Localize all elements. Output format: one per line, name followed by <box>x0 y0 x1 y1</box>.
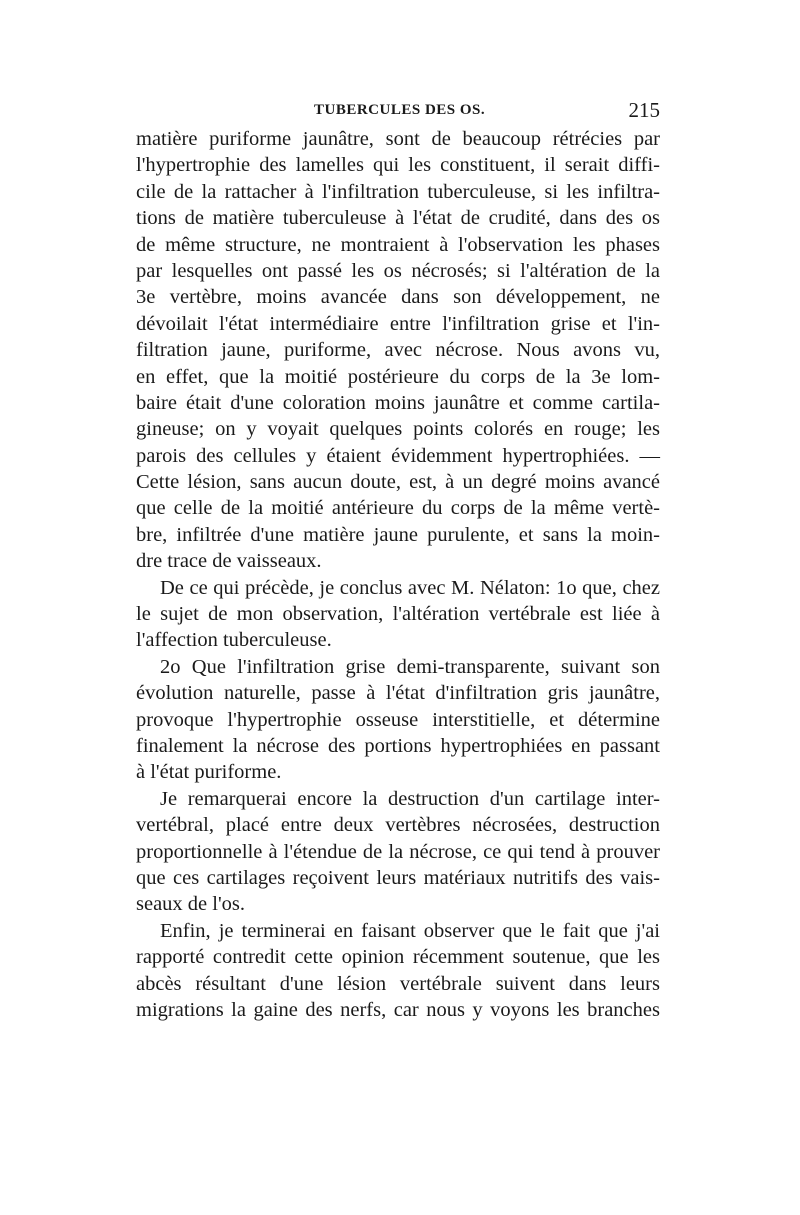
text-line: évolution naturelle, passe à l'état d'infiltration gris jaunâtre, <box>136 682 660 705</box>
page-number: 215 <box>628 98 660 122</box>
text-line: Je remarquerai encore la destruction d'un cartilage inter- <box>160 787 660 810</box>
text-line: De ce qui précède, je conclus avec M. Nélaton: 1o que, chez <box>160 576 660 599</box>
text-line: vertébral, placé entre deux vertèbres nécrosées, destruction <box>136 814 660 837</box>
text-line: finalement la nécrose des portions hypertrophiées en passant <box>136 734 660 757</box>
text-line: 3e vertèbre, moins avancée dans son développement, ne <box>136 286 660 309</box>
text-line: en effet, que la moitié postérieure du corps de la 3e lom- <box>136 365 660 388</box>
text-line: à l'état puriforme. <box>136 761 282 784</box>
text-line: filtration jaune, puriforme, avec nécrose. Nous avons vu, <box>136 339 660 362</box>
text-line: 2o Que l'infiltration grise demi-transparente, suivant son <box>160 655 660 678</box>
text-line: cile de la rattacher à l'infiltration tuberculeuse, si les infiltra- <box>136 180 660 203</box>
text-line: de même structure, ne montraient à l'observation les phases <box>136 233 660 256</box>
text-line: seaux de l'os. <box>136 893 246 916</box>
text-line: baire était d'une coloration moins jaunâtre et comme cartila- <box>136 391 660 414</box>
running-head <box>136 98 660 128</box>
text-line: le sujet de mon observation, l'altération vertébrale est liée à <box>136 603 660 626</box>
text-line: rapporté contredit cette opinion récemment soutenue, que les <box>136 946 660 969</box>
text-line: par lesquelles ont passé les os nécrosés; si l'altération de la <box>136 259 660 282</box>
running-title: TUBERCULES DES OS. <box>314 102 486 118</box>
text-line: migrations la gaine des nerfs, car nous y voyons les branches <box>136 998 660 1021</box>
text-line: gineuse; on y voyait quelques points colorés en rouge; les <box>136 418 660 441</box>
text-line: proportionnelle à l'étendue de la nécrose, ce qui tend à prouver <box>136 840 660 863</box>
text-line: l'hypertrophie des lamelles qui les constituent, il serait diffi- <box>136 154 660 177</box>
text-line: tions de matière tuberculeuse à l'état de crudité, dans des os <box>136 207 660 230</box>
text-line: Cette lésion, sans aucun doute, est, à un degré moins avancé <box>136 471 660 494</box>
text-line: bre, infiltrée d'une matière jaune purulente, et sans la moin- <box>136 523 660 546</box>
text-line: l'affection tuberculeuse. <box>136 629 332 652</box>
text-line: abcès résultant d'une lésion vertébrale suivent dans leurs <box>136 972 660 995</box>
text-line: provoque l'hypertrophie osseuse interstitielle, et détermine <box>136 708 660 731</box>
text-line: Enfin, je terminerai en faisant observer que le fait que j'ai <box>160 919 660 942</box>
text-line: que ces cartilages reçoivent leurs matériaux nutritifs des vais- <box>136 866 660 889</box>
body-text <box>136 126 660 1023</box>
text-line: que celle de la moitié antérieure du corps de la même vertè- <box>136 497 660 520</box>
text-line: parois des cellules y étaient évidemment hypertrophiées. — <box>136 444 660 467</box>
text-line: matière puriforme jaunâtre, sont de beaucoup rétrécies par <box>136 128 660 150</box>
text-line: dévoilait l'état intermédiaire entre l'infiltration grise et l'in- <box>136 312 660 335</box>
text-line: dre trace de vaisseaux. <box>136 550 322 573</box>
